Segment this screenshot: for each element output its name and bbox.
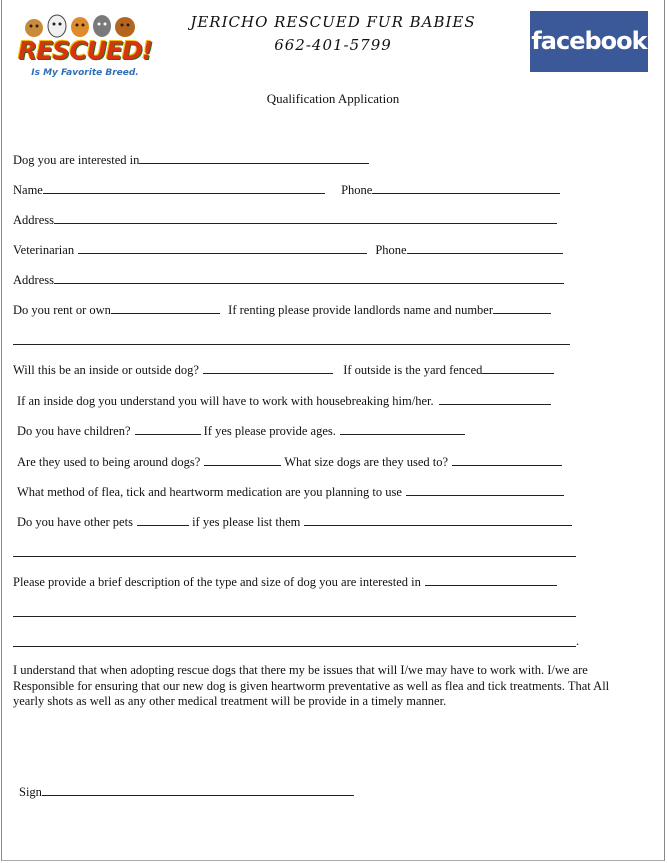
list-pets-label: if yes please list them [192, 515, 301, 529]
row-other-pets [17, 513, 572, 530]
list-pets-field[interactable] [304, 513, 572, 526]
row-signature [19, 783, 354, 800]
used-to-dogs-field[interactable] [204, 453, 281, 466]
used-to-dogs-label: Are they used to being around dogs? [17, 455, 201, 469]
row-dog-interested [13, 151, 369, 168]
dog-interested-label: Dog you are interested in [13, 153, 140, 167]
dog-sizes-field[interactable] [452, 453, 562, 466]
row-name-phone [13, 181, 560, 198]
dog-interested-field[interactable] [139, 151, 369, 164]
form-title: Qualification Application [266, 91, 400, 106]
housebreaking-field[interactable] [439, 392, 551, 405]
housebreaking-label: If an inside dog you understand you will have to work with housebreaking him/her. [17, 394, 434, 408]
phone-field[interactable] [372, 181, 560, 194]
description-line-2[interactable] [13, 646, 576, 647]
org-phone: 662-401-5799 [274, 36, 392, 54]
address-field[interactable] [54, 211, 557, 224]
row-vet-address [13, 271, 564, 288]
row-veterinarian [13, 241, 563, 258]
row-used-to-dogs [17, 453, 562, 470]
row-rent-own [13, 301, 551, 318]
yard-fenced-label: If outside is the yard fenced [343, 363, 483, 377]
children-ages-field[interactable] [340, 422, 465, 435]
children-label: Do you have children? [17, 424, 131, 438]
description-line-1[interactable] [13, 616, 576, 617]
line-period: . [576, 634, 580, 648]
agreement-statement: I understand that when adopting rescue dogs that there my be issues that will I/we may have to work with. I/we are Responsible for ensuring that our new dog is given heartworm preventative as well as flea and tick treatments. That All yearly shots as well as any other medical treatment will be provide in a timely manner. [13, 663, 610, 708]
rent-own-label: Do you rent or own [13, 303, 111, 317]
pets-extra-line[interactable] [13, 556, 576, 557]
name-label: Name [13, 183, 43, 197]
address-label: Address [13, 213, 54, 227]
signature-label: Sign [19, 785, 42, 799]
yard-fenced-field[interactable] [482, 361, 554, 374]
facebook-logo[interactable]: facebook [530, 11, 648, 72]
inside-outside-label: Will this be an inside or outside dog? [13, 363, 199, 377]
children-ages-label: If yes please provide ages. [203, 424, 336, 438]
veterinarian-field[interactable] [78, 241, 367, 254]
description-field[interactable] [425, 573, 557, 586]
landlord-extra-line[interactable] [13, 344, 570, 345]
inside-outside-field[interactable] [203, 361, 333, 374]
medication-field[interactable] [406, 483, 564, 496]
signature-field[interactable] [42, 783, 354, 796]
org-name: JERICHO RESCUED FUR BABIES [190, 13, 476, 31]
row-inside-outside [13, 361, 554, 378]
description-label: Please provide a brief description of the type and size of dog you are interested in [13, 575, 421, 589]
row-housebreaking [17, 392, 551, 409]
row-description [13, 573, 557, 590]
vet-address-field[interactable] [54, 271, 564, 284]
logo-rescued-text: RESCUED! [18, 36, 153, 65]
rescued-logo [18, 12, 153, 84]
row-medication [17, 483, 564, 500]
veterinarian-label: Veterinarian [13, 243, 75, 257]
medication-label: What method of flea, tick and heartworm medication are you planning to use [17, 485, 402, 499]
children-field[interactable] [135, 422, 201, 435]
rent-own-field[interactable] [111, 301, 220, 314]
row-children [17, 422, 465, 439]
name-field[interactable] [43, 181, 325, 194]
logo-tagline: Is My Favorite Breed. [31, 68, 139, 78]
vet-address-label: Address [13, 273, 54, 287]
other-pets-label: Do you have other pets [17, 515, 133, 529]
dog-sizes-label: What size dogs are they used to? [284, 455, 449, 469]
row-address [13, 211, 557, 228]
landlord-label: If renting please provide landlords name and number [228, 303, 493, 317]
phone-label: Phone [341, 183, 373, 197]
other-pets-field[interactable] [137, 513, 189, 526]
vet-phone-label: Phone [375, 243, 407, 257]
vet-phone-field[interactable] [407, 241, 563, 254]
landlord-field[interactable] [493, 301, 551, 314]
